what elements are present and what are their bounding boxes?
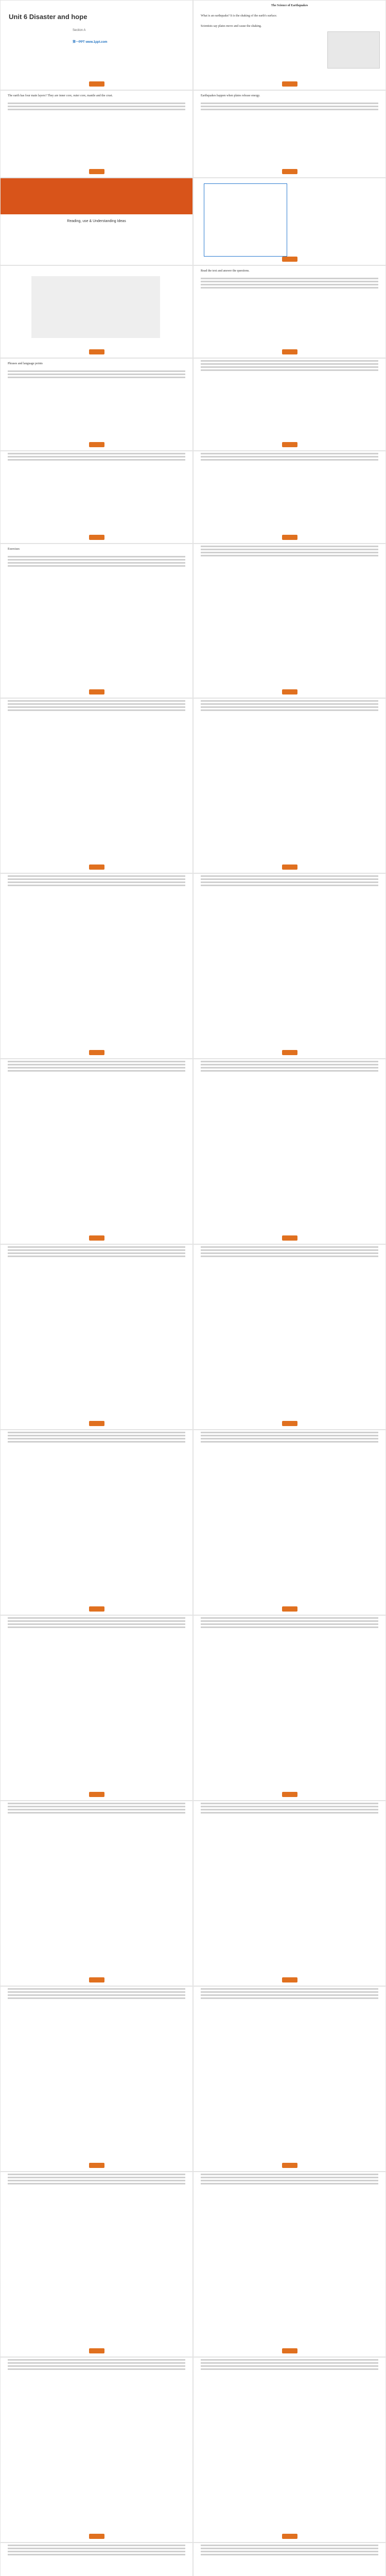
slide-tab	[282, 1792, 297, 1797]
slide-tab	[89, 2534, 104, 2539]
slide-tab	[282, 81, 297, 87]
text-slide	[193, 1244, 386, 1430]
text-slide	[0, 1244, 193, 1430]
text-slide	[0, 873, 193, 1059]
slide-tab	[89, 1421, 104, 1426]
slide-tab	[282, 1977, 297, 1982]
slide-tab	[282, 1050, 297, 1055]
slide-tab	[89, 2163, 104, 2168]
diagram	[31, 276, 160, 338]
slide-tab	[89, 1606, 104, 1612]
slide-tab	[89, 1235, 104, 1241]
reading-line-2: Scientists say plates move and cause the shaking.	[201, 25, 262, 28]
text-slide	[0, 1430, 193, 1615]
slide-tab	[282, 169, 297, 174]
text-slide	[193, 1615, 386, 1801]
earthquake-photo	[327, 31, 380, 69]
text-slide	[0, 2357, 193, 2543]
text-slide	[193, 1430, 386, 1615]
text-slide	[193, 2357, 386, 2543]
vocab-slide	[193, 178, 386, 265]
text-slide	[193, 2543, 386, 2576]
text-slide	[193, 1059, 386, 1244]
slide-tab	[282, 2534, 297, 2539]
slide-tab	[89, 535, 104, 540]
slide-tab	[89, 865, 104, 870]
slide-tab	[282, 2348, 297, 2353]
text-slide	[193, 873, 386, 1059]
text-slide	[0, 1986, 193, 2172]
reading-heading: The Science of Earthquakes	[271, 4, 308, 7]
slide-tab	[89, 2348, 104, 2353]
reading-line-1: What is an earthquake? It is the shaking of the earth's surface.	[201, 14, 277, 18]
text-slide	[193, 698, 386, 873]
text-block-2: Earthquakes happen when plates release energy.	[201, 94, 260, 97]
text-slide	[193, 1801, 386, 1986]
text-slide	[193, 90, 386, 178]
text-slide	[0, 451, 193, 544]
reading-slide	[193, 0, 386, 90]
slide-tab	[282, 2163, 297, 2168]
text-slide	[193, 358, 386, 451]
slide-tab	[282, 442, 297, 447]
title-slide	[0, 0, 193, 90]
brand-logo: 第一PPT www.1ppt.com	[73, 41, 108, 44]
text-slide	[193, 2172, 386, 2357]
page-title: Unit 6 Disaster and hope	[9, 13, 87, 21]
text-slide	[193, 451, 386, 544]
text-block-5: Exercises	[8, 548, 20, 551]
text-slide	[193, 1986, 386, 2172]
text-slide	[0, 1801, 193, 1986]
text-slide	[0, 2172, 193, 2357]
slide-tab	[282, 689, 297, 694]
vocab-box	[204, 183, 287, 257]
text-slide	[193, 544, 386, 698]
slide-tab	[89, 442, 104, 447]
text-block-3: Read the text and answer the questions.	[201, 269, 250, 273]
slide-tab	[282, 349, 297, 354]
slide-tab	[282, 257, 297, 262]
slide-tab	[89, 81, 104, 87]
slide-tab	[89, 349, 104, 354]
diagram-slide	[0, 265, 193, 358]
slide-tab	[89, 1977, 104, 1982]
text-slide	[0, 358, 193, 451]
slide-tab	[282, 1421, 297, 1426]
banner-title: Reading, use & Understanding Ideas	[67, 219, 126, 223]
text-slide	[0, 2543, 193, 2576]
text-slide	[0, 1059, 193, 1244]
text-slide	[0, 698, 193, 873]
slide-tab	[89, 1792, 104, 1797]
text-block-1: The earth has four main layers? They are inner core, outer core, mantle and the crust.	[8, 94, 113, 97]
banner-slide	[0, 178, 193, 265]
text-slide	[0, 544, 193, 698]
slide-tab	[282, 1235, 297, 1241]
text-slide	[193, 265, 386, 358]
slide-tab	[282, 535, 297, 540]
banner-bar	[1, 178, 192, 214]
text-slide	[0, 90, 193, 178]
text-slide	[0, 1615, 193, 1801]
slide-tab	[282, 1606, 297, 1612]
slide-tab	[89, 169, 104, 174]
slide-tab	[89, 1050, 104, 1055]
text-block-4: Phrases and language points	[8, 362, 43, 365]
section-label: Section A	[73, 29, 86, 32]
slide-tab	[89, 689, 104, 694]
slide-tab	[282, 865, 297, 870]
